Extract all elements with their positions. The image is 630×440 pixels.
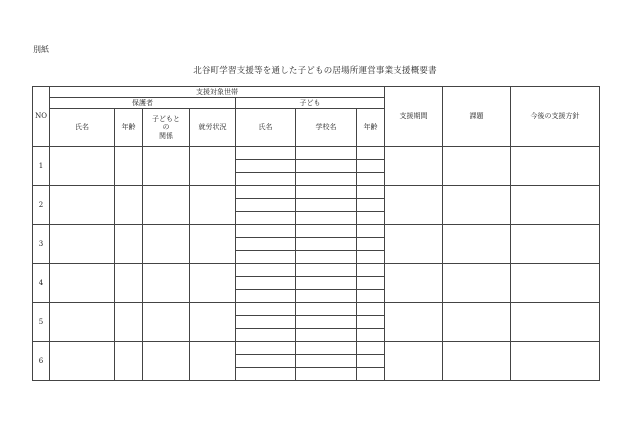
child-age-cell[interactable] (357, 186, 385, 199)
future-policy-cell[interactable] (511, 342, 600, 381)
child-school-cell[interactable] (296, 147, 357, 160)
child-age-cell[interactable] (357, 368, 385, 381)
issues-cell[interactable] (443, 147, 511, 186)
child-age-cell[interactable] (357, 277, 385, 290)
future-policy-cell[interactable] (511, 147, 600, 186)
issues-cell[interactable] (443, 303, 511, 342)
child-school-cell[interactable] (296, 277, 357, 290)
guardian-employment-cell[interactable] (190, 186, 236, 225)
guardian-name-cell[interactable] (50, 264, 115, 303)
child-age-cell[interactable] (357, 342, 385, 355)
row-number: 2 (33, 186, 50, 225)
row-number: 5 (33, 303, 50, 342)
child-age-cell[interactable] (357, 290, 385, 303)
guardian-relation-cell[interactable] (143, 264, 190, 303)
support-period-cell[interactable] (385, 303, 443, 342)
child-name-cell[interactable] (236, 342, 296, 355)
child-age-cell[interactable] (357, 316, 385, 329)
future-policy-cell[interactable] (511, 225, 600, 264)
child-school-cell[interactable] (296, 316, 357, 329)
issues-cell[interactable] (443, 264, 511, 303)
header-guardian-employment: 就労状況 (190, 109, 236, 147)
child-name-cell[interactable] (236, 160, 296, 173)
child-school-cell[interactable] (296, 238, 357, 251)
child-name-cell[interactable] (236, 251, 296, 264)
child-school-cell[interactable] (296, 225, 357, 238)
child-age-cell[interactable] (357, 251, 385, 264)
row-number: 3 (33, 225, 50, 264)
relation-line-1: 子どもと (152, 115, 180, 124)
table-body (33, 147, 600, 381)
support-period-cell[interactable] (385, 186, 443, 225)
child-name-cell[interactable] (236, 147, 296, 160)
table-row (33, 186, 600, 199)
child-age-cell[interactable] (357, 173, 385, 186)
guardian-age-cell[interactable] (115, 225, 143, 264)
header-child-age: 年齢 (357, 109, 385, 147)
row-number: 1 (33, 147, 50, 186)
child-name-cell[interactable] (236, 199, 296, 212)
child-school-cell[interactable] (296, 160, 357, 173)
child-name-cell[interactable] (236, 212, 296, 225)
header-guardian-age: 年齢 (115, 109, 143, 147)
relation-line-2: の (162, 123, 170, 132)
child-school-cell[interactable] (296, 368, 357, 381)
header-guardian-name: 氏名 (50, 109, 115, 147)
table-row (33, 342, 600, 355)
guardian-age-cell[interactable] (115, 147, 143, 186)
issues-cell[interactable] (443, 342, 511, 381)
child-school-cell[interactable] (296, 329, 357, 342)
guardian-relation-cell[interactable] (143, 147, 190, 186)
header-future-policy: 今後の支援方針 (511, 87, 600, 147)
child-name-cell[interactable] (236, 355, 296, 368)
issues-cell[interactable] (443, 225, 511, 264)
header-child: 子ども (236, 98, 385, 109)
guardian-age-cell[interactable] (115, 342, 143, 381)
child-school-cell[interactable] (296, 173, 357, 186)
guardian-age-cell[interactable] (115, 303, 143, 342)
header-issues: 課題 (443, 87, 511, 147)
guardian-employment-cell[interactable] (190, 147, 236, 186)
child-name-cell[interactable] (236, 329, 296, 342)
future-policy-cell[interactable] (511, 186, 600, 225)
issues-cell[interactable] (443, 186, 511, 225)
child-age-cell[interactable] (357, 199, 385, 212)
header-no: NO (33, 87, 50, 147)
child-school-cell[interactable] (296, 251, 357, 264)
header-guardian-relation (143, 109, 190, 147)
guardian-age-cell[interactable] (115, 264, 143, 303)
child-name-cell[interactable] (236, 238, 296, 251)
table-row (33, 225, 600, 238)
guardian-name-cell[interactable] (50, 147, 115, 186)
guardian-relation-cell[interactable] (143, 186, 190, 225)
future-policy-cell[interactable] (511, 303, 600, 342)
guardian-name-cell[interactable] (50, 342, 115, 381)
child-age-cell[interactable] (357, 238, 385, 251)
child-name-cell[interactable] (236, 277, 296, 290)
child-age-cell[interactable] (357, 329, 385, 342)
relation-line-3: 関係 (159, 131, 173, 140)
child-school-cell[interactable] (296, 303, 357, 316)
child-age-cell[interactable] (357, 147, 385, 160)
child-age-cell[interactable] (357, 212, 385, 225)
child-name-cell[interactable] (236, 290, 296, 303)
child-school-cell[interactable] (296, 212, 357, 225)
guardian-relation-cell[interactable] (143, 342, 190, 381)
child-school-cell[interactable] (296, 186, 357, 199)
guardian-name-cell[interactable] (50, 186, 115, 225)
child-school-cell[interactable] (296, 355, 357, 368)
table-row (33, 264, 600, 277)
support-summary-table (32, 86, 600, 381)
document-title: 北谷町学習支援等を通した子どもの居場所運営事業支援概要書 (193, 66, 437, 76)
header-support-period: 支援期間 (385, 87, 443, 147)
table-row (33, 147, 600, 160)
child-age-cell[interactable] (357, 160, 385, 173)
row-number: 6 (33, 342, 50, 381)
child-name-cell[interactable] (236, 303, 296, 316)
annex-label: 別紙 (33, 45, 49, 54)
header-child-name: 氏名 (236, 109, 296, 147)
header-guardian: 保護者 (50, 98, 236, 109)
child-name-cell[interactable] (236, 368, 296, 381)
child-name-cell[interactable] (236, 225, 296, 238)
child-name-cell[interactable] (236, 264, 296, 277)
support-period-cell[interactable] (385, 147, 443, 186)
child-age-cell[interactable] (357, 225, 385, 238)
header-target-household: 支援対象世帯 (50, 87, 385, 98)
guardian-relation-cell[interactable] (143, 225, 190, 264)
child-age-cell[interactable] (357, 303, 385, 316)
guardian-relation-cell[interactable] (143, 303, 190, 342)
guardian-employment-cell[interactable] (190, 303, 236, 342)
child-school-cell[interactable] (296, 199, 357, 212)
guardian-name-cell[interactable] (50, 303, 115, 342)
child-school-cell[interactable] (296, 290, 357, 303)
guardian-employment-cell[interactable] (190, 342, 236, 381)
future-policy-cell[interactable] (511, 264, 600, 303)
guardian-employment-cell[interactable] (190, 225, 236, 264)
child-school-cell[interactable] (296, 264, 357, 277)
child-age-cell[interactable] (357, 355, 385, 368)
guardian-name-cell[interactable] (50, 225, 115, 264)
guardian-age-cell[interactable] (115, 186, 143, 225)
child-name-cell[interactable] (236, 316, 296, 329)
support-period-cell[interactable] (385, 342, 443, 381)
guardian-employment-cell[interactable] (190, 264, 236, 303)
child-name-cell[interactable] (236, 186, 296, 199)
support-period-cell[interactable] (385, 225, 443, 264)
row-number: 4 (33, 264, 50, 303)
support-period-cell[interactable] (385, 264, 443, 303)
header-child-school: 学校名 (296, 109, 357, 147)
child-school-cell[interactable] (296, 342, 357, 355)
table-row (33, 303, 600, 316)
child-name-cell[interactable] (236, 173, 296, 186)
child-age-cell[interactable] (357, 264, 385, 277)
